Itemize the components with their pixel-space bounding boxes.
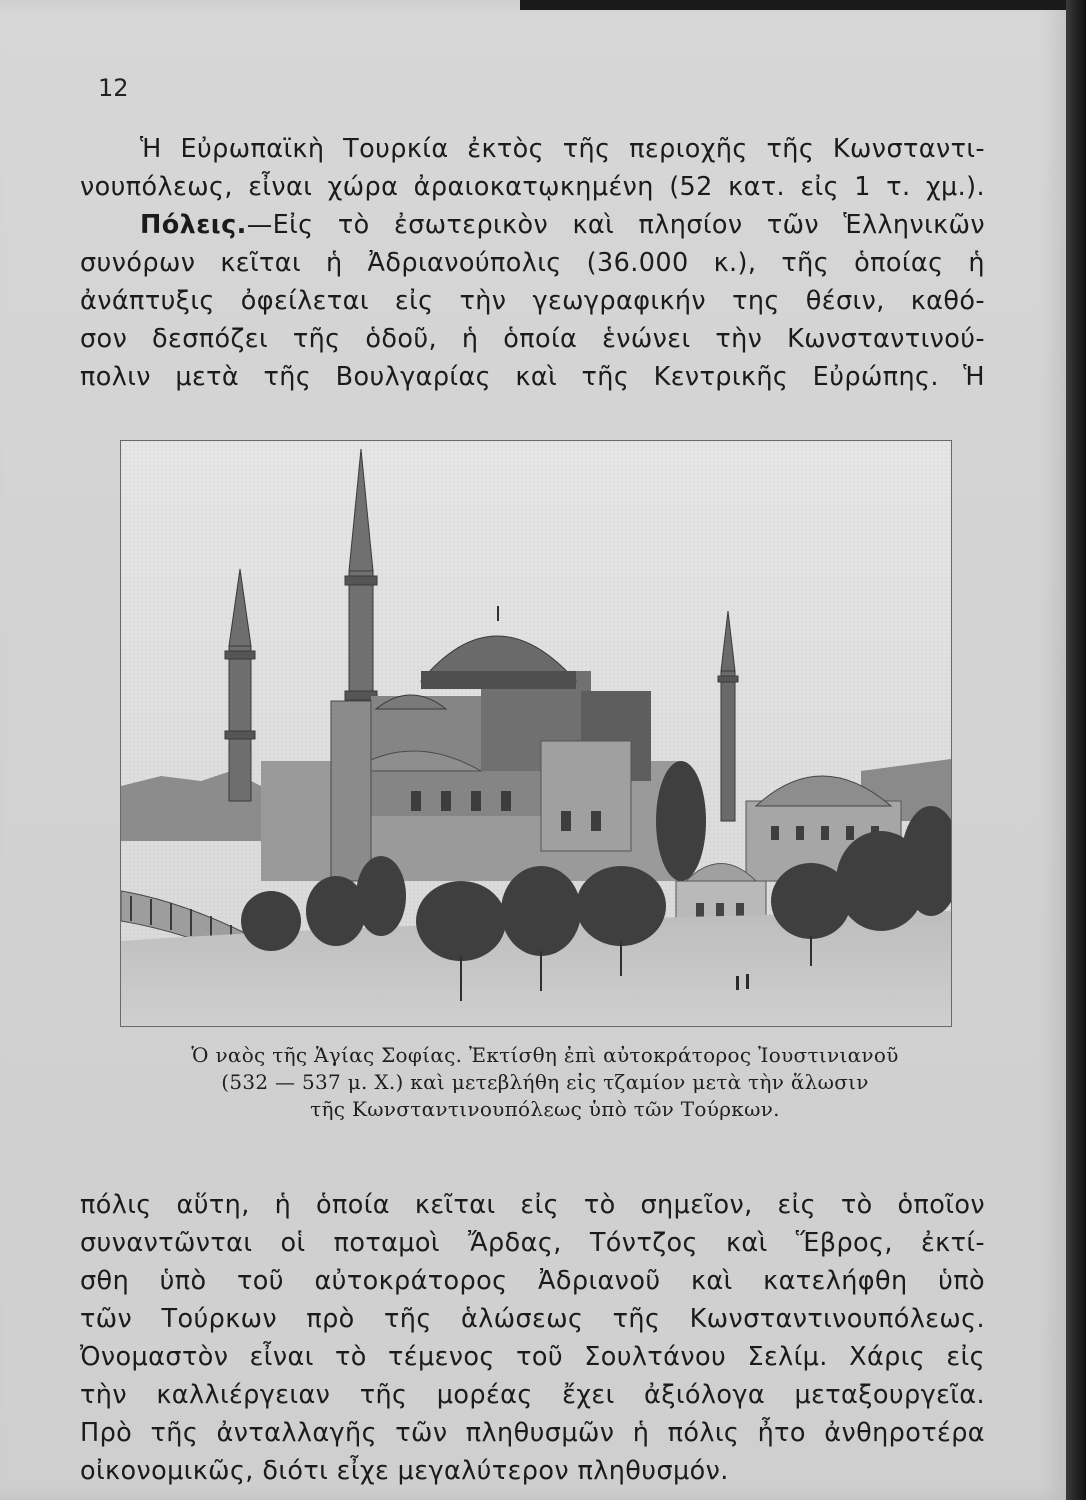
text-fragment: —Εἰς τὸ ἐσωτερικὸν καὶ πλησίον τῶν Ἑλληνικῶν bbox=[246, 210, 985, 240]
text-line: Πρὸ τῆς ἀνταλλαγῆς τῶν πληθυσμῶν ἡ πόλις ἦτο ἀνθηροτέρα bbox=[80, 1418, 985, 1448]
paragraph-adrianople bbox=[80, 1186, 985, 1490]
hagia-sophia-photograph bbox=[120, 440, 952, 1027]
paragraph-intro bbox=[80, 130, 985, 206]
book-binding-edge bbox=[1066, 0, 1086, 1500]
text-line: πόλις αὕτη, ἡ ὁποία κεῖται εἰς τὸ σημεῖον, εἰς τὸ ὁποῖον bbox=[80, 1190, 985, 1220]
text-line bbox=[80, 206, 985, 244]
hagia-sophia-illustration bbox=[121, 441, 951, 1026]
figure-caption bbox=[120, 1042, 970, 1123]
text-line: τὴν καλλιέργειαν τῆς μορέας ἔχει ἀξιόλογα μεταξουργεῖα. bbox=[80, 1380, 985, 1410]
text-line: συναντῶνται οἱ ποταμοὶ Ἄρδας, Τόντζος καὶ Ἕβρος, ἐκτί- bbox=[80, 1228, 985, 1258]
text-line: σθη ὑπὸ τοῦ αὐτοκράτορος Ἀδριανοῦ καὶ κατελήφθη ὑπὸ bbox=[80, 1266, 985, 1296]
paragraph-cities bbox=[80, 206, 985, 396]
caption-line: Ὁ ναὸς τῆς Ἁγίας Σοφίας. Ἐκτίσθη ἐπὶ αὐτοκράτορος Ἰουστινιανοῦ bbox=[191, 1043, 899, 1067]
text-line: συνόρων κεῖται ἡ Ἀδριανούπολις (36.000 κ.), τῆς ὁποίας ἡ bbox=[80, 248, 985, 278]
page-number: 12 bbox=[98, 74, 129, 102]
text-line: Ἡ Εὐρωπαϊκὴ Τουρκία ἐκτὸς τῆς περιοχῆς τῆς Κωνσταντι- bbox=[140, 134, 985, 164]
text-line: πολιν μετὰ τῆς Βουλγαρίας καὶ τῆς Κεντρικῆς Εὐρώπης. Ἡ bbox=[80, 362, 985, 392]
text-line: ἀνάπτυξις ὀφείλεται εἰς τὴν γεωγραφικήν της θέσιν, καθό- bbox=[80, 286, 985, 316]
page-top-shadow bbox=[520, 0, 1086, 10]
text-line: οἰκονομικῶς, διότι εἶχε μεγαλύτερον πληθυσμόν. bbox=[80, 1456, 729, 1486]
text-line: τῶν Τούρκων πρὸ τῆς ἁλώσεως τῆς Κωνσταντινουπόλεως. bbox=[80, 1304, 985, 1334]
text-line: νουπόλεως, εἶναι χώρα ἀραιοκατῳκημένη (52 κατ. εἰς 1 τ. χμ.). bbox=[80, 172, 985, 202]
text-line: σον δεσπόζει τῆς ὁδοῦ, ἡ ὁποία ἑνώνει τὴν Κωνσταντινού- bbox=[80, 324, 985, 354]
caption-line: (532 — 537 μ. Χ.) καὶ μετεβλήθη εἰς τζαμίον μετὰ τὴν ἅλωσιν bbox=[221, 1070, 869, 1094]
caption-line: τῆς Κωνσταντινουπόλεως ὑπὸ τῶν Τούρκων. bbox=[310, 1097, 780, 1121]
text-line: Ὀνομαστὸν εἶναι τὸ τέμενος τοῦ Σουλτάνου Σελίμ. Χάρις εἰς bbox=[80, 1342, 985, 1372]
section-heading-cities: Πόλεις. bbox=[140, 210, 247, 240]
